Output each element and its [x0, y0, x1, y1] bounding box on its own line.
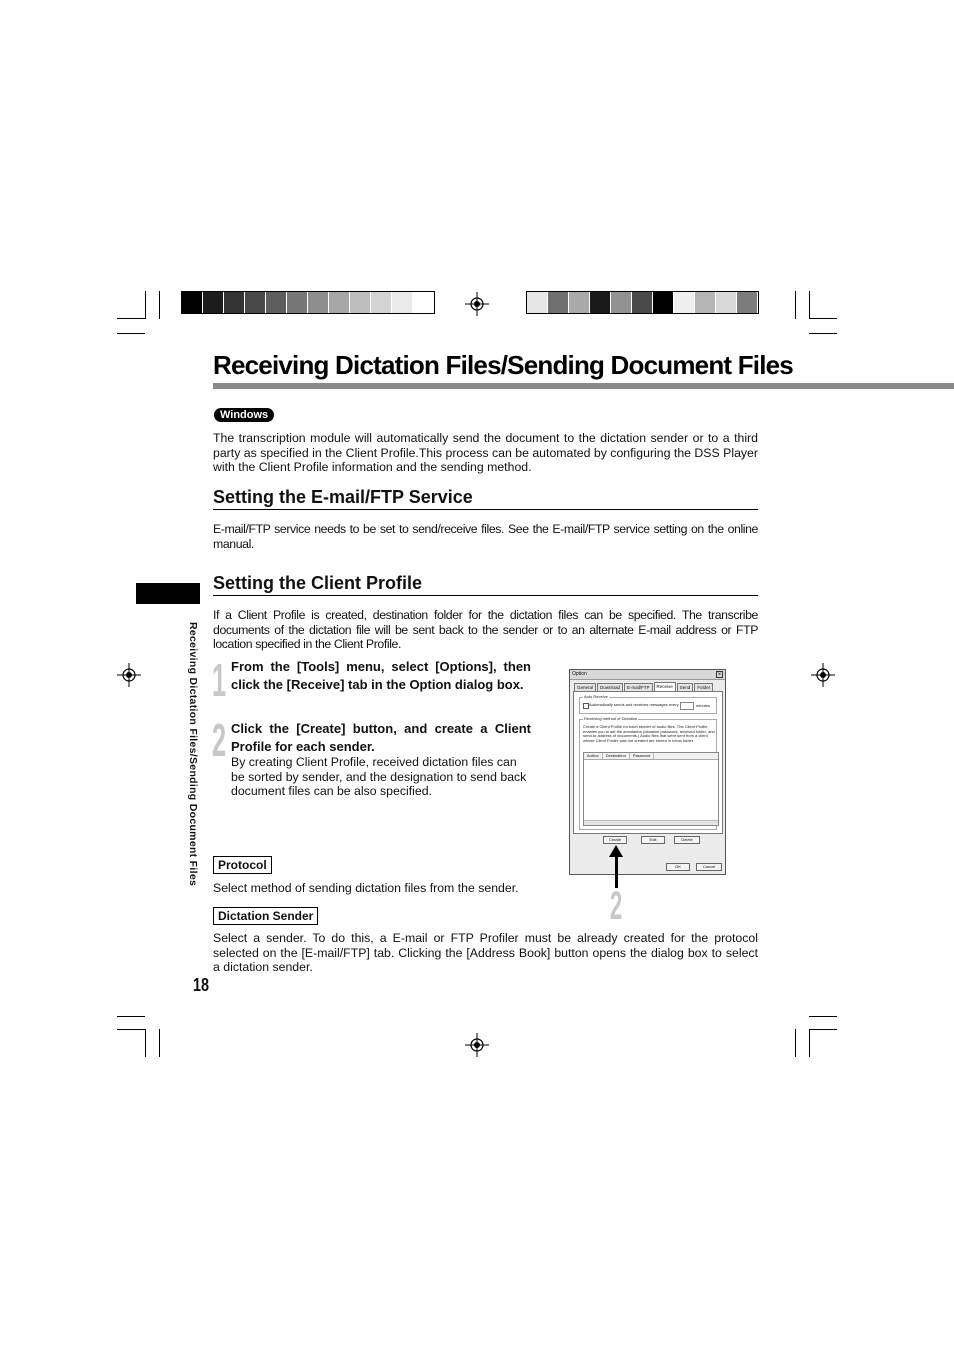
protocol-label: Protocol	[213, 856, 272, 874]
column-password: Password	[630, 753, 655, 759]
auto-receive-interval-field	[680, 702, 694, 710]
page-number: 18	[193, 975, 210, 995]
protocol-text: Select method of sending dictation files from the sender.	[213, 881, 519, 895]
delete-button: Delete	[674, 836, 700, 844]
crop-mark	[145, 1029, 146, 1057]
cancel-button: Cancel	[696, 863, 722, 871]
intro-paragraph: The transcription module will automatically send the document to the dictation sender or to a third party as specified in the Client Profile.This process can be automated by configuring the DSS Player with the Client Profile information and the sending method.	[213, 431, 758, 475]
auto-receive-text: Automatically sends and receives messages every	[589, 702, 679, 707]
crop-mark	[809, 291, 810, 319]
callout-number: 2	[610, 884, 623, 928]
crop-mark	[809, 333, 837, 334]
dictation-sender-label: Dictation Sender	[213, 907, 318, 925]
client-profile-list	[583, 752, 719, 826]
registration-mark-icon	[465, 1033, 489, 1057]
crop-mark	[145, 291, 146, 319]
crop-mark	[809, 318, 837, 319]
crop-mark	[809, 1016, 837, 1017]
tab-send: Send	[677, 683, 694, 691]
chapter-tab	[136, 583, 200, 604]
windows-badge: Windows	[214, 408, 274, 422]
color-calibration-strip	[526, 291, 759, 314]
registration-mark-icon	[465, 292, 489, 316]
crop-mark	[117, 1029, 145, 1030]
section-heading-client-profile: Setting the Client Profile	[213, 573, 758, 596]
auto-receive-unit: minutes	[696, 703, 711, 708]
tab-general: General	[574, 683, 596, 691]
sidebar-chapter-title: Receiving Dictation Files/Sending Document Files	[187, 622, 199, 887]
crop-mark	[795, 291, 796, 319]
auto-receive-label: Auto Receive	[584, 694, 608, 699]
step-number: 1	[212, 654, 227, 706]
page-title: Receiving Dictation Files/Sending Document Files	[213, 350, 793, 380]
dictation-sender-text: Select a sender. To do this, a E-mail or FTP Profiler must be already created for the protocol selected on the [E-mail/FTP] tab. Clicking the [Address Book] button opens the dialog box to select a dictation sender.	[213, 931, 758, 975]
tab-download: Download	[597, 683, 623, 691]
step-1-text: From the [Tools] menu, select [Options], then click the [Receive] tab in the Option dialog box.	[231, 659, 531, 692]
crop-mark	[809, 1029, 810, 1057]
column-destination: Destination	[603, 753, 630, 759]
crop-mark	[117, 333, 145, 334]
crop-mark	[117, 1016, 145, 1017]
receiving-method-text: Create a Client Profile for each sender of audio files. The Client Profile enables you to set the annotation (dictation password, received folder, and send-to address of documents.) Audio files that were sent from a client whose Client Folder was not created are stored in Inbox folder.	[583, 725, 715, 743]
receiving-method-label: Receiving method of Dictation	[584, 716, 638, 721]
section-client-profile-body: If a Client Profile is created, destination folder for the dictation files can be specified. The transcribe documents of the dictation file will be sent back to the sender or to an alternate E-mail address or FTP location specified in the Client Profile.	[213, 608, 758, 652]
create-button: Create	[603, 836, 627, 844]
column-author: Author	[584, 753, 603, 759]
crop-mark	[159, 291, 160, 319]
callout-arrow-line	[615, 852, 618, 888]
dialog-title-bar	[570, 670, 725, 680]
section-heading-email-ftp: Setting the E-mail/FTP Service	[213, 487, 758, 510]
title-underline-bar	[213, 383, 954, 389]
step-2-text: Click the [Create] button, and create a Client Profile for each sender.	[231, 721, 531, 754]
close-icon: ×	[717, 672, 722, 678]
gray-calibration-strip	[181, 291, 435, 314]
crop-mark	[809, 1029, 837, 1030]
tab-receive: Receive	[654, 682, 676, 691]
edit-button: Edit	[641, 836, 665, 844]
crop-mark	[117, 318, 145, 319]
tab-email-ftp: E-mail/FTP	[624, 683, 653, 691]
option-dialog-screenshot	[569, 669, 726, 875]
dialog-tabs	[574, 683, 714, 691]
crop-mark	[795, 1029, 796, 1057]
list-header	[584, 753, 718, 760]
registration-mark-icon	[811, 663, 835, 687]
registration-mark-icon	[117, 663, 141, 687]
list-scrollbar	[584, 820, 718, 825]
ok-button: OK	[666, 863, 690, 871]
step-2-body: By creating Client Profile, received dictation files can be sorted by sender, and the designation to send back document files can be also specified.	[231, 755, 527, 799]
receive-tab-panel	[573, 691, 723, 834]
section-email-ftp-body: E-mail/FTP service needs to be set to send/receive files. See the E-mail/FTP service setting on the online manual.	[213, 522, 758, 551]
step-number: 2	[212, 714, 227, 766]
dialog-title: Option	[572, 671, 587, 677]
crop-mark	[159, 1029, 160, 1057]
tab-folder: Folder	[694, 683, 713, 691]
